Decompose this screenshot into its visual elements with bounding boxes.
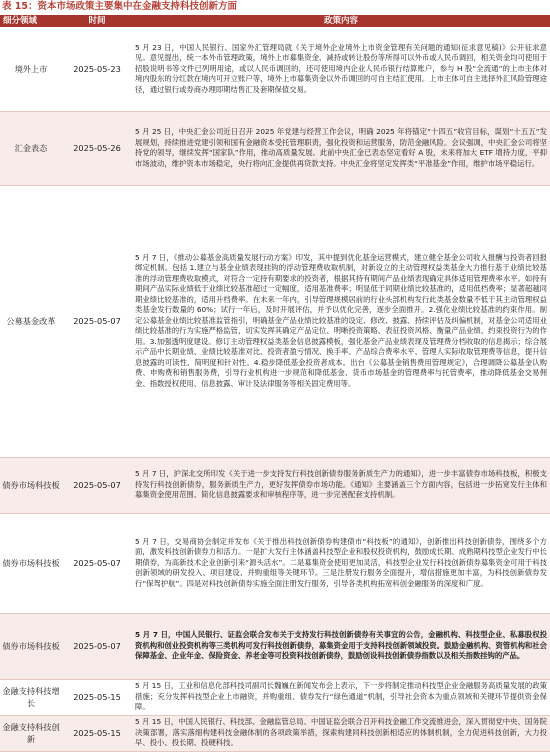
table-row — [0, 27, 550, 111]
row-content: 5 月 15 日，中国人民银行、科技部、金融监管总局、中国证监会联合召开科技金融工作交流推进会，深入贯彻党中央、国务院决策部署，落实落细构建科技金融体制的各项政策举措，探索构建同科技创新相适应的体制机制，全力促进科技创新，大力投早、投小、投长期、投硬科技。 — [132, 715, 550, 751]
row-date: 2025-05-07 — [62, 513, 132, 613]
table-header-row — [0, 15, 550, 27]
row-content: 5 月 7 日，沪深北交所印发《关于进一步支持发行科技创新债券服务新质生产力的通知》，进一步丰富债券市场科技板，积极支持发行科技创新债券，服务新质生产力，更好发挥债券市场功能。《通知》主要涵盖三个方面内容，包括进一步拓宽发行主体和募集资金使用范围、简化信息披露要求和审核程序等，进一步完善配套支持机制。 — [132, 457, 550, 513]
header-field: 细分领域 — [0, 15, 62, 27]
row-content: 5 月 7 日，中国人民银行、证监会联合发布关于支持发行科技创新债券有关事宜的公告，金融机构、科技型企业、私募股权投资机构和创业投资机构等三类机构可发行科技创新债券，募集资金用于支持科技创新领域投资。鼓励金融机构、资管机构和社会保障基金、企业年金、保险资金、养老金等可投资科技创新债券，鼓励创设科技创新债券指数以及相关指数挂钩的产品。 — [132, 613, 550, 679]
table-row — [0, 715, 550, 751]
header-date: 时间 — [62, 15, 132, 27]
row-field: 债券市场科技板 — [0, 513, 62, 613]
row-date: 2025-05-07 — [62, 185, 132, 457]
row-field: 债券市场科技板 — [0, 457, 62, 513]
row-field: 公募基金改革 — [0, 185, 62, 457]
row-field: 境外上市 — [0, 27, 62, 111]
table-row — [0, 613, 550, 679]
table-row — [0, 111, 550, 185]
row-date: 2025-05-26 — [62, 111, 132, 185]
table-row — [0, 185, 550, 457]
table-row — [0, 457, 550, 513]
row-field: 金融支持科技创新 — [0, 715, 62, 751]
policy-table — [0, 15, 550, 752]
row-field: 债券市场科技板 — [0, 613, 62, 679]
table-title: 表 15：资本市场政策主要集中在金融支持科技创新方面 — [2, 1, 238, 12]
row-date: 2025-05-15 — [62, 715, 132, 751]
row-date: 2025-05-07 — [62, 457, 132, 513]
row-content: 5 月 25 日，中央汇金公司近日召开 2025 年党建与经营工作会议，明确 2025 年将锚定“十四五”收官目标，谋划“十五五”发展规划，持续推进党建引领和国有金融资本受托管理职责，强化投资和运营服务，防范金融风险。会议强调，中央汇金公司将坚持党的领导，继续发挥“国家队”作用，推动高质量发展。此前中央汇金已表态坚定看好 A 股，未来将加大 ETF 增持力度，平抑市场波动，维护资本市场稳定，央行将向汇金提供再贷款支持。中央汇金将坚定发挥类“平准基金”作用，维护市场平稳运行。 — [132, 111, 550, 185]
table-row — [0, 679, 550, 715]
row-date: 2025-05-23 — [62, 27, 132, 111]
row-date: 2025-05-15 — [62, 679, 132, 715]
row-content: 5 月 7 日，《推动公募基金高质量发展行动方案》印发，其中提到优化基金运营模式，建立健全基金公司收入报酬与投资者回报绑定机制。包括 1.建立与基金业绩表现挂钩的浮动管理费收取机制，对新设立的主动管理权益类基金大力推行基于业绩比较基准的浮动管理费收取模式，对符合一定持有期要求的投资者，根据其持有期间产品业绩表现确定具体适用管理费率水平。如持有期间产品实际业绩低于业绩比较基准超过一定幅度，适用基准费率；明显低于同期业绩比较基准的，适用低档费率；显著超越同期业绩比较基准的，适用升档费率。在未来一年内，引导管理规模居前的行业头部机构发行此类基金数量不低于其主动管理权益类基金发行数量的 60%；试行一年后，及时开展评估，并予以优化完善，逐步全面推开。2.强化业绩比较基准的约束作用。制定公募基金业绩比较基准监管指引，明确基金产品业绩比较基准的设定、修改、披露、持续评估及纠偏机制，对基金公司适用业绩比较基准的行为实施严格监管，切实发挥其确定产品定位、明晰投资策略、表征投资风格、衡量产品业绩、约束投资行为的作用。3.加强透明度建设。修订主动管理权益类基金信息披露模板，强化基金产品业绩表现及管理费分档收取的信息揭示；综合展示产品中长期业绩、业绩比较基准对比、投资者盈亏情况、换手率、产品综合费率水平、管理人实际收取管理费等信息，提升信息披露的可读性、简明度和针对性。4.稳步降低基金投资者成本。出台《公募基金销售费用管理规定》，合理调降公募基金认购费、申购费和销售服务费，引导行业机构进一步规范和降低基金、货币市场基金的管理费率与托管费率，推动降低基金交易佣金、指数授权使用、信息披露、审计及法律服务等相关固定费用等。 — [132, 185, 550, 457]
row-content: 5 月 15 日，工业和信息化部科技司副司长魏巍在新闻发布会上表示，下一步将制定推动科技型企业金融服务高质量发展的政策措施；充分发挥科技型企业上市融资，并购重组、债券发行“绿色通道”机制，引导社会资本为重点领域和关键环节提供资金保障。 — [132, 679, 550, 715]
row-field: 金融支持科技增长 — [0, 679, 62, 715]
row-content: 5 月 23 日，中国人民银行、国家外汇管理局就《关于境外企业境外上市资金管理有关问题的通知(征求意见稿)》公开征求意见。意见提出，统一本外币管理政策，境外上市募集资金、减持或转让股份等所得可以外币或人民币调回，相关资金均可使用于招股说明书等文件已列明用途，或以人民币调回的，还可使用境内企业人民币银行结算账户，参与 H 股“全流通”的上市主体对境内股东的分红款在境内可开立账户等，境外上市募集资金以外币调回的可自主结汇使用。上市主体可自主选择外汇风险管理途径，通过银行或券商办理即期结售汇及套期保值交易。 — [132, 27, 550, 111]
table-row — [0, 513, 550, 613]
row-field: 汇金表态 — [0, 111, 62, 185]
row-content: 5 月 7 日，交易商协会制定并发布《关于推出科技创新债券构建债市“科技板”的通知》，创新推出科技创新债券，围绕多个方面，激发科技创新债券力和活力。一是扩大发行主体涵盖科技型企业和股权投资机构，鼓励成长期、成熟期科技型企业发行中长期债券，为高新技术企业创新引来“源头活水”。二是募集资金使用更加灵活，科技型企业发行科技创新债券募集资金可用于科技创新领域的研发投入、项目建设、并购重组等关键环节。三是注册发行服务全面提升，增信措施更加丰富，为科技创新债券发行“保驾护航”。四是对科技创新债券实施全面注册发行服务，引导各类机构拓宽科创金融服务的深度和广度。 — [132, 513, 550, 613]
row-date: 2025-05-07 — [62, 613, 132, 679]
header-content: 政策内容 — [132, 15, 550, 27]
